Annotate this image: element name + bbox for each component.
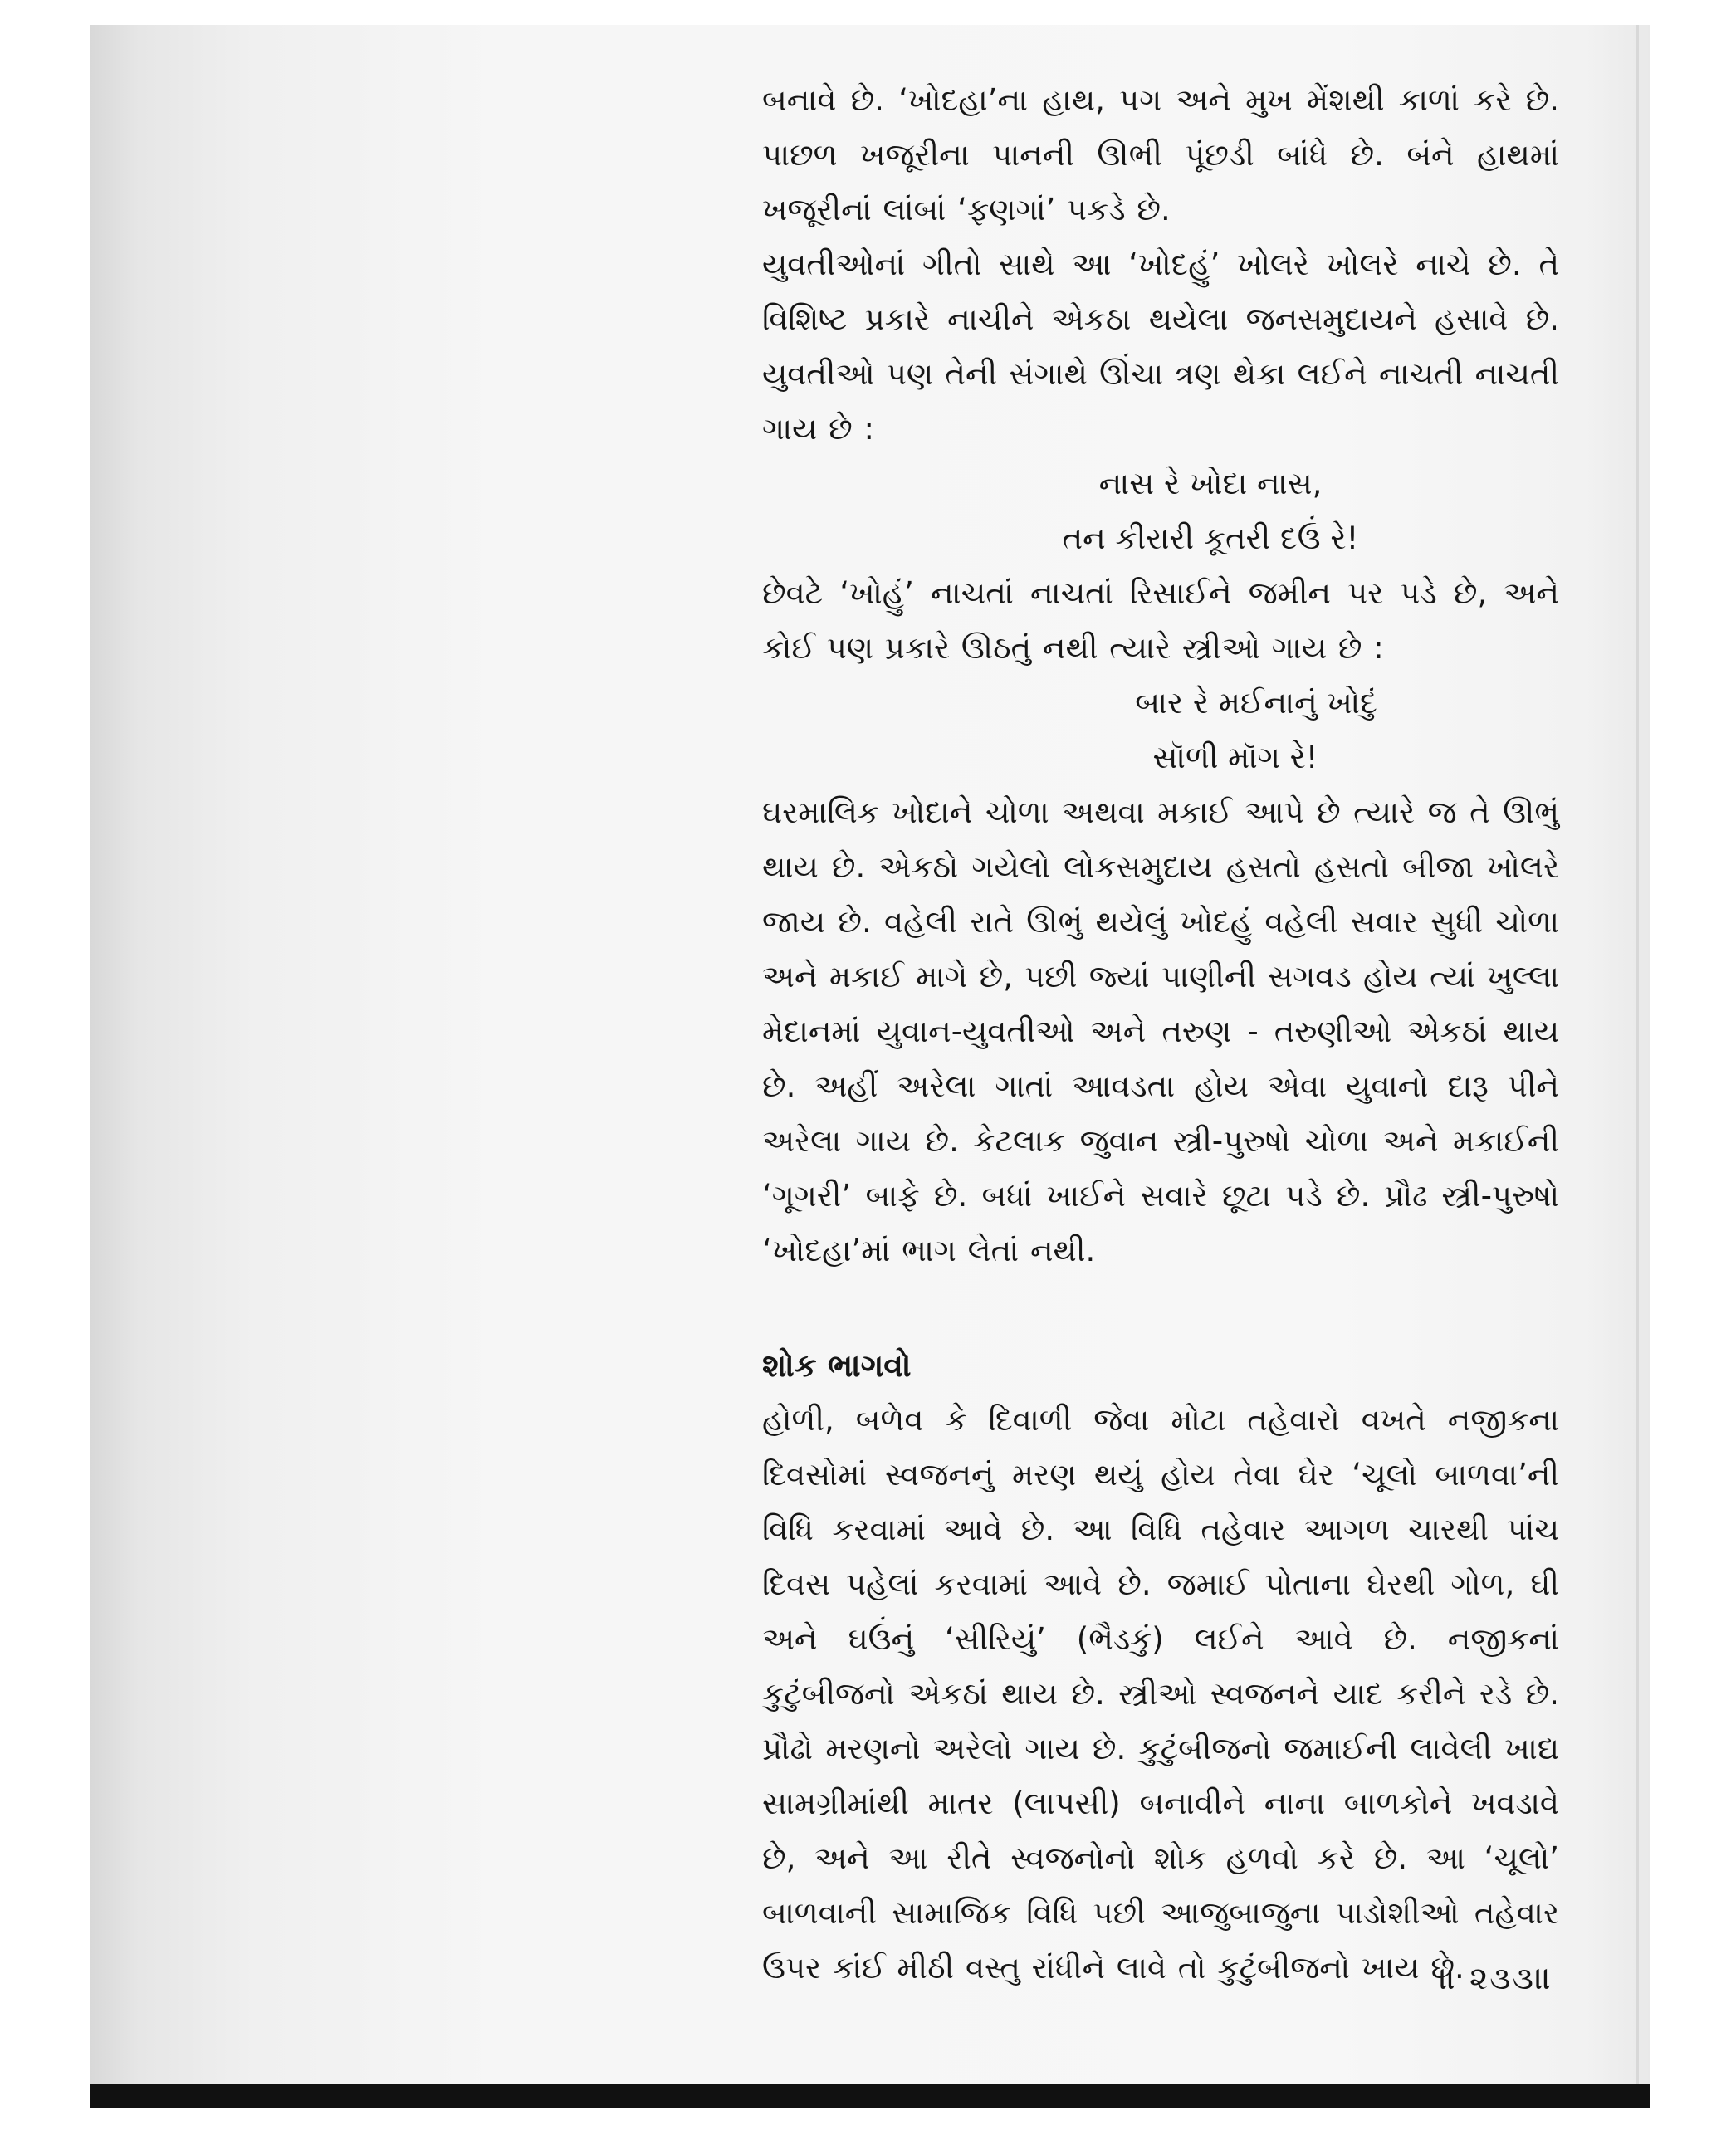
paragraph-celebration: ઘરમાલિક ખોદાને ચોળા અથવા મકાઈ આપે છે ત્યારે જ તે ઊભું થાય છે. એકઠો ગયેલો લોકસમુદાય હસતો હસતો બીજા ખોલરે જાય છે. વહેલી રાતે ઊભું થયેલું ખોદહું વહેલી સવાર સુધી ચોળા અને મકાઈ માગે છે, પછી જ્યાં પાણીની સગવડ હોય ત્યાં ખુલ્લા મેદાનમાં યુવાન-યુવતીઓ અને તરુણ - તરુણીઓ એકઠાં થાય છે. અહીં અરેલા ગાતાં આવડતા હોય એવા યુવાનો દારૂ પીને અરેલા ગાય છે. કેટલાક જુવાન સ્ત્રી-પુરુષો ચોળા અને મકાઈની ‘ગૂગરી’ બાફે છે. બધાં ખાઈને સવારે છૂટા પડે છે. પ્રૌઢ સ્ત્રી-પુરુષો ‘ખોદહા’માં ભાગ લેતાં નથી. [762,794,1559,1268]
verse-line: નાસ રે ખોદા નાસ, [1098,466,1323,501]
verse-line: તન કીરારી કૂતરી દઉં રે! [1062,520,1359,556]
text-column [762,73,1559,1996]
page-bottom-shadow [90,2084,1650,2108]
verse-block-2 [762,676,1559,785]
verse-line: બાર રે મઈનાનું ખોદું [1135,685,1377,721]
paragraph-mourning: હોળી, બળેવ કે દિવાળી જેવા મોટા તહેવારો વખતે નજીકના દિવસોમાં સ્વજનનું મરણ થયું હોય તેવા ઘેર ‘ચૂલો બાળવા’ની વિધિ કરવામાં આવે છે. આ વિધિ તહેવાર આગળ ચારથી પાંચ દિવસ પહેલાં કરવામાં આવે છે. જમાઈ પોતાના ઘેરથી ગોળ, ઘી અને ઘઉંનું ‘સીરિયું’ (ભૈડકું) લઈને આવે છે. નજીકનાં કુટુંબીજનો એકઠાં થાય છે. સ્ત્રીઓ સ્વજનને યાદ કરીને રડે છે. પ્રૌઢો મરણનો અરેલો ગાય છે. કુટુંબીજનો જમાઈની લાવેલી ખાદ્ય સામગ્રીમાંથી માતર (લાપસી) બનાવીને નાના બાળકોને ખવડાવે છે, અને આ રીતે સ્વજનોનો શોક હળવો કરે છે. આ ‘ચૂલો’ બાળવાની સામાજિક વિધિ પછી આજુબાજુના પાડોશીઓ તહેવાર ઉપર કાંઈ મીઠી વસ્તુ રાંધીને લાવે તો કુટુંબીજનો ખાય છે. [762,1402,1559,1986]
page-number: ॥ ૨૩૩॥ [1439,1960,1553,1996]
verse-line: સૉળી મૉગ રે! [1152,740,1318,775]
section-heading: શોક ભાગવો [762,1347,912,1384]
paragraph-continuation: બનાવે છે. ‘ખોદહા’ના હાથ, પગ અને મુખ મેંશથી કાળાં કરે છે. પાછળ ખજૂરીના પાનની ઊભી પૂંછડી બાંધે છે. બંને હાથમાં ખજૂરીનાં લાંબાં ‘ફણગાં’ પકડે છે. [762,82,1559,227]
verse-block-1 [762,457,1559,566]
paragraph-fall: છેવટે ‘ખોહું’ નાચતાં નાચતાં રિસાઈને જમીન પર પડે છે, અને કોઈ પણ પ્રકારે ઊઠતું નથી ત્યારે સ્ત્રીઓ ગાય છે : [762,575,1559,666]
paragraph-dance: યુવતીઓનાં ગીતો સાથે આ ‘ખોદહું’ ખોલરે ખોલરે નાચે છે. તે વિશિષ્ટ પ્રકારે નાચીને એકઠા થયેલા જનસમુદાયને હસાવે છે. યુવતીઓ પણ તેની સંગાથે ઊંચા ત્રણ થેકા લઈને નાચતી નાચતી ગાય છે : [762,247,1559,447]
